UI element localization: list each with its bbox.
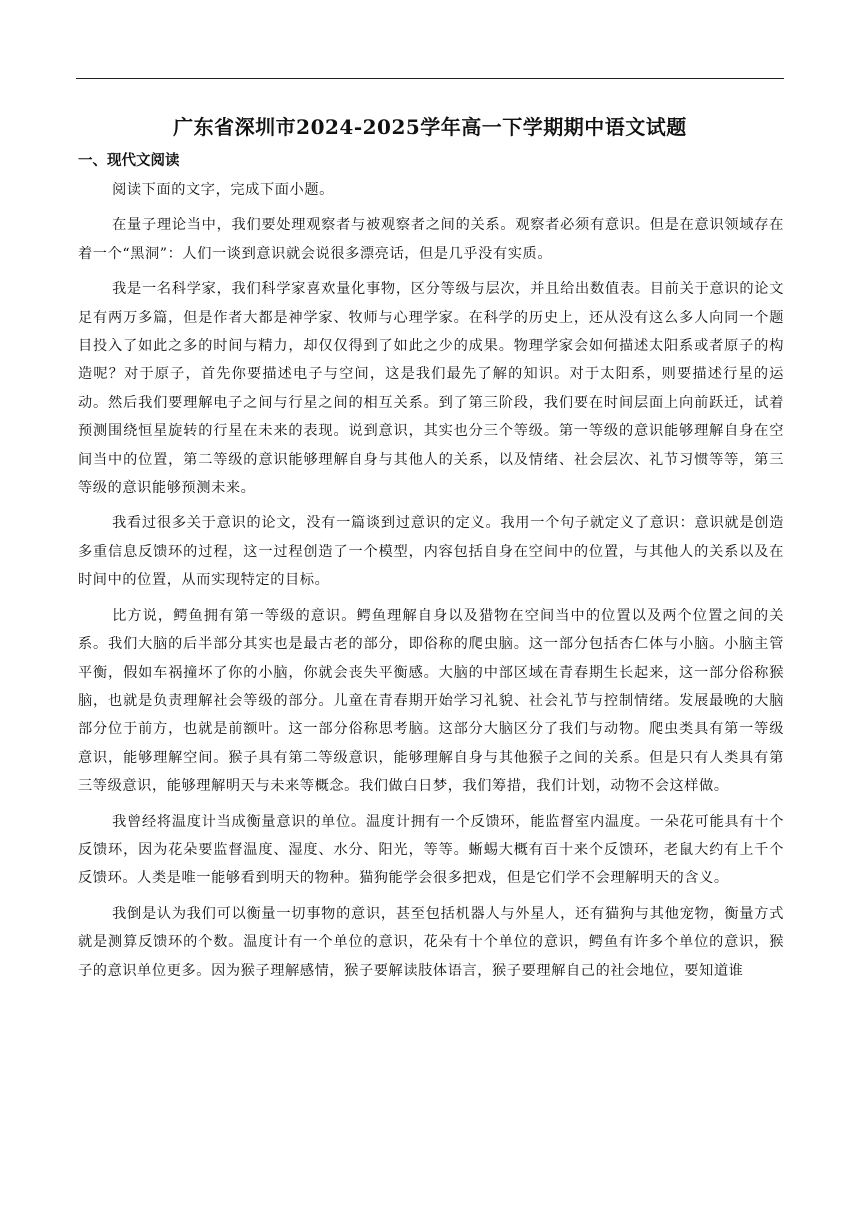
body-paragraph: 我倒是认为我们可以衡量一切事物的意识，甚至包括机器人与外星人，还有猫狗与其他宠物，衡量方式就是测算反馈环的个数。温度计有一个单位的意识，花朵有十个单位的意识，鳄鱼有许多个单位的意识，猴子的意识单位更多。因为猴子理解感情，猴子要解读肢体语言，猴子要理解自己的社会地位，要知道谁 <box>78 905 784 979</box>
article-body <box>78 176 784 992</box>
section-heading: 一、现代文阅读 <box>78 153 180 169</box>
body-paragraph: 我是一名科学家，我们科学家喜欢量化事物，区分等级与层次，并且给出数值表。目前关于意识的论文足有两万多篇，但是作者大都是神学家、牧师与心理学家。在科学的历史上，还从没有这么多人向同一个题目投入了如此之多的时间与精力，却仅仅得到了如此之少的成果。物理学家会如何描述太阳系或者原子的构造呢？对于原子，首先你要描述电子与空间，这是我们最先了解的知识。对于太阳系，则要描述行星的运动。然后我们要理解电子之间与行星之间的相互关系。到了第三阶段，我们要在时间层面上向前跃迁，试着预测围绕恒星旋转的行星在未来的表现。说到意识，其实也分三个等级。第一等级的意识能够理解自身在空间当中的位置，第二等级的意识能够理解自身与其他人的关系，以及情绪、社会层次、礼节习惯等等，第三等级的意识能够预测未来。 <box>78 281 784 497</box>
body-paragraph: 我看过很多关于意识的论文，没有一篇谈到过意识的定义。我用一个句子就定义了意识：意识就是创造多重信息反馈环的过程，这一过程创造了一个模型，内容包括自身在空间中的位置，与其他人的关系以及在时间中的位置，从而实现特定的目标。 <box>78 515 784 589</box>
body-paragraph: 在量子理论当中，我们要处理观察者与被观察者之间的关系。观察者必须有意识。但是在意识领域存在着一个“黑洞”：人们一谈到意识就会说很多漂亮话，但是几乎没有实质。 <box>78 217 784 262</box>
body-paragraph: 我曾经将温度计当成衡量意识的单位。温度计拥有一个反馈环，能监督室内温度。一朵花可能具有十个反馈环，因为花朵要监督温度、湿度、水分、阳光，等等。蜥蜴大概有百十来个反馈环，老鼠大约有上千个反馈环。人类是唯一能够看到明天的物种。猫狗能学会很多把戏，但是它们学不会理解明天的含义。 <box>78 813 784 887</box>
body-paragraph: 比方说，鳄鱼拥有第一等级的意识。鳄鱼理解自身以及猎物在空间当中的位置以及两个位置之间的关系。我们大脑的后半部分其实也是最古老的部分，即俗称的爬虫脑。这一部分包括杏仁体与小脑。小脑主管平衡，假如车祸撞坏了你的小脑，你就会丧失平衡感。大脑的中部区域在青春期生长起来，这一部分俗称猴脑，也就是负责理解社会等级的部分。儿童在青春期开始学习礼貌、社会礼节与控制情绪。发展最晚的大脑部分位于前方，也就是前额叶。这一部分俗称思考脑。这部分大脑区分了我们与动物。爬虫类具有第一等级意识，能够理解空间。猴子具有第二等级意识，能够理解自身与其他猴子之间的关系。但是只有人类具有第三等级意识，能够理解明天与未来等概念。我们做白日梦，我们筹措，我们计划，动物不会这样做。 <box>78 607 784 795</box>
page-title: 广东省深圳市2024-2025学年高一下学期期中语文试题 <box>173 115 687 139</box>
header-rule <box>76 78 784 79</box>
instruction-paragraph: 阅读下面的文字，完成下面小题。 <box>112 182 334 198</box>
